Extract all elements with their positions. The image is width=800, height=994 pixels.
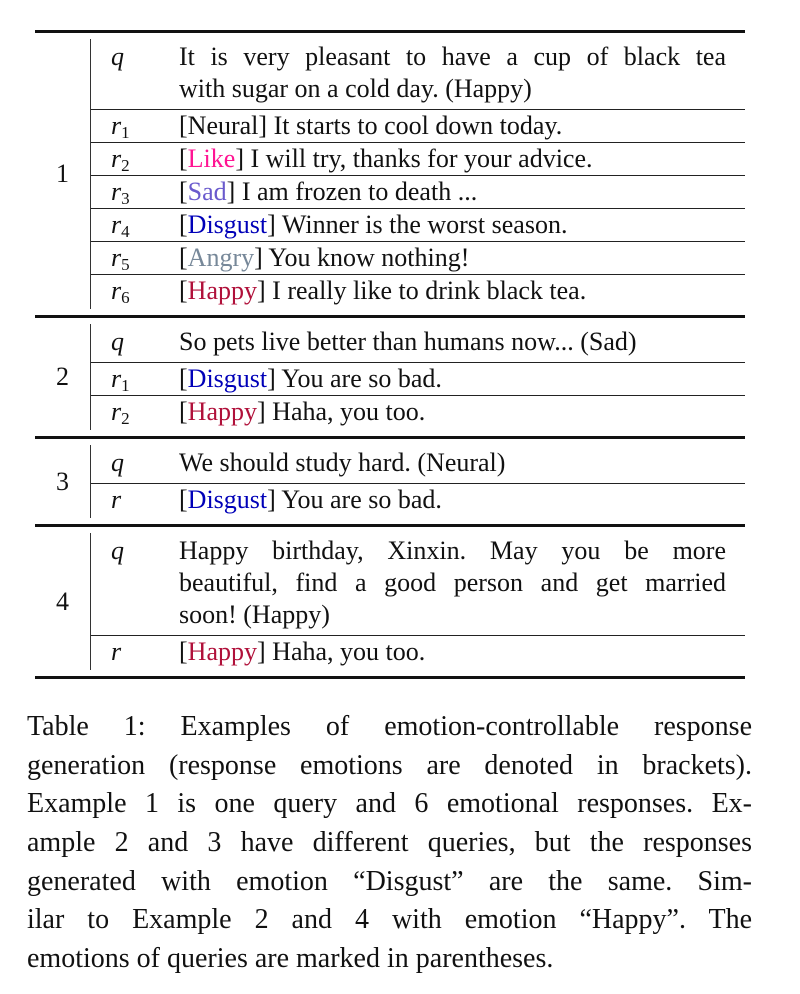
symbol-letter: q [111, 536, 124, 565]
response-row [91, 175, 745, 208]
caption-line: ilar to Example 2 and 4 with emotion “Happy”. The [27, 904, 752, 936]
response-text: [Neural] It starts to cool down today. [179, 111, 563, 140]
symbol-letter: r [111, 276, 122, 305]
emotion-tag: Happy [187, 637, 257, 666]
row-symbol [111, 447, 124, 479]
symbol-letter: r [111, 177, 122, 206]
symbol-letter: r [111, 485, 122, 514]
response-text: [Disgust] You are so bad. [179, 485, 442, 514]
response-sentence: Winner is the worst season. [275, 210, 568, 239]
row-symbol [111, 396, 130, 435]
response-row [91, 395, 745, 436]
symbol-letter: r [111, 144, 122, 173]
symbol-subscript: 1 [121, 123, 130, 142]
symbol-letter: r [111, 111, 122, 140]
row-symbol [111, 484, 121, 516]
text-line: with sugar on a cold day. (Happy) [179, 74, 532, 103]
example-rows [90, 445, 745, 518]
emotion-tag: Happy [187, 397, 257, 426]
caption-line: Example 1 is one query and 6 emotional responses. Ex- [27, 788, 752, 820]
symbol-letter: r [111, 397, 122, 426]
symbol-letter: q [111, 448, 124, 477]
row-symbol [111, 535, 124, 567]
text-line: beautiful, find a good person and get married [179, 568, 726, 597]
response-row [91, 274, 745, 315]
example-rows [90, 39, 745, 309]
response-text: [Happy] I really like to drink black tea. [179, 276, 587, 305]
caption-line: generated with emotion “Disgust” are the same. Sim- [27, 865, 752, 897]
symbol-letter: r [111, 637, 122, 666]
example-rows [90, 533, 745, 670]
example-group [35, 436, 745, 524]
response-row [91, 635, 745, 676]
symbol-letter: q [111, 327, 124, 356]
emotion-tag: Disgust [187, 364, 268, 393]
query-row [91, 33, 745, 109]
row-symbol [111, 636, 121, 668]
response-sentence: Haha, you too. [265, 397, 426, 426]
example-group [35, 315, 745, 436]
symbol-subscript: 5 [121, 255, 130, 274]
symbol-subscript: 2 [121, 409, 130, 428]
query-text [179, 41, 726, 105]
symbol-letter: r [111, 210, 122, 239]
response-row [91, 362, 745, 395]
emotion-tag: Angry [187, 243, 255, 272]
symbol-subscript: 3 [121, 189, 130, 208]
response-row [91, 208, 745, 241]
response-text: [Angry] You know nothing! [179, 243, 470, 272]
response-text: [Happy] Haha, you too. [179, 637, 426, 666]
row-symbol [111, 41, 124, 73]
query-text [179, 326, 726, 358]
response-row [91, 142, 745, 175]
response-sentence: Haha, you too. [265, 637, 426, 666]
example-number: 3 [56, 466, 69, 496]
symbol-letter: r [111, 243, 122, 272]
response-text: [Happy] Haha, you too. [179, 397, 426, 426]
caption-line: emotions of queries are marked in parentheses. [27, 943, 554, 975]
table-caption [27, 708, 752, 979]
response-row [91, 483, 745, 524]
emotion-tag: Sad [187, 177, 227, 206]
symbol-subscript: 6 [121, 288, 130, 307]
row-symbol [111, 275, 130, 314]
response-text: [Disgust] Winner is the worst season. [179, 210, 568, 239]
caption-line: Table 1: Examples of emotion-controllable response [27, 711, 752, 742]
emotion-tag: Happy [187, 276, 257, 305]
text-line: It is very pleasant to have a cup of black tea [179, 42, 726, 71]
example-number: 4 [56, 586, 69, 616]
response-sentence: You know nothing! [262, 243, 470, 272]
response-text: [Disgust] You are so bad. [179, 364, 442, 393]
caption-line: generation (response emotions are denoted in brackets). [27, 749, 752, 781]
example-rows [90, 324, 745, 430]
query-row [91, 439, 745, 483]
query-row [91, 527, 745, 635]
symbol-letter: q [111, 42, 124, 71]
emotion-tag: Neural [187, 111, 259, 140]
emotion-tag: Like [187, 144, 236, 173]
query-row [91, 318, 745, 362]
response-row [91, 109, 745, 142]
row-symbol [111, 326, 124, 358]
caption-line: ample 2 and 3 have different queries, but the responses [27, 827, 752, 859]
text-line: We should study hard. (Neural) [179, 448, 506, 477]
emotion-tag: Disgust [187, 210, 268, 239]
response-row [91, 241, 745, 274]
symbol-subscript: 1 [121, 376, 130, 395]
text-line: soon! (Happy) [179, 600, 330, 629]
symbol-letter: r [111, 364, 122, 393]
symbol-subscript: 4 [121, 222, 130, 241]
response-text: [Like] I will try, thanks for your advice. [179, 144, 593, 173]
emotion-tag: Disgust [187, 485, 268, 514]
response-sentence: It starts to cool down today. [267, 111, 563, 140]
response-text: [Sad] I am frozen to death ... [179, 177, 478, 206]
response-sentence: You are so bad. [275, 485, 442, 514]
example-number: 1 [56, 159, 69, 188]
query-text [179, 535, 726, 631]
response-sentence: I really like to drink black tea. [265, 276, 587, 305]
symbol-subscript: 2 [121, 156, 130, 175]
response-sentence: I am frozen to death ... [235, 177, 478, 206]
text-line: Happy birthday, Xinxin. May you be more [179, 536, 726, 565]
response-sentence: You are so bad. [275, 364, 442, 393]
example-group [35, 524, 745, 679]
emotion-examples-table [35, 30, 745, 679]
example-number: 2 [56, 362, 69, 391]
example-group [35, 30, 745, 315]
response-sentence: I will try, thanks for your advice. [244, 144, 593, 173]
text-line: So pets live better than humans now... (Sad) [179, 327, 637, 356]
query-text [179, 447, 726, 479]
